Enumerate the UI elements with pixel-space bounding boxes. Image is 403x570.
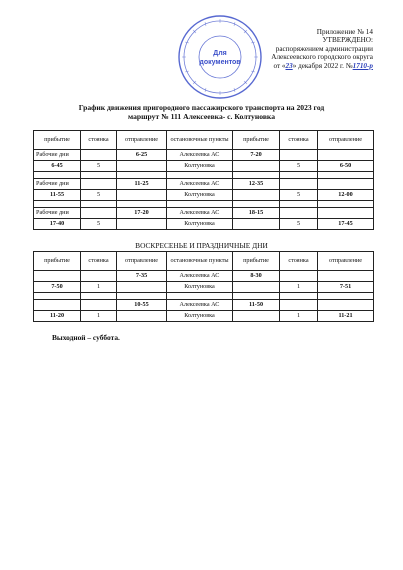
holiday-header-cell: стоянка [81, 252, 117, 271]
weekday-row [34, 179, 374, 190]
weekday-cell: 12-35 [233, 179, 280, 190]
weekday-header-row [34, 131, 374, 150]
weekday-cell: 5 [81, 190, 117, 201]
holiday-cell: 7-35 [117, 271, 167, 282]
holiday-cell [280, 300, 318, 311]
holiday-header-row [34, 252, 374, 271]
weekday-cell: 18-15 [233, 208, 280, 219]
holiday-cell [34, 300, 81, 311]
holiday-header-cell: остановочные пункты [167, 252, 233, 271]
holiday-cell: 1 [280, 282, 318, 293]
stamp-seal [177, 14, 263, 100]
holiday-cell [318, 300, 374, 311]
weekday-cell: 12-00 [318, 190, 374, 201]
holiday-cell [34, 271, 81, 282]
holiday-cell [233, 282, 280, 293]
weekday-cell [81, 150, 117, 161]
holiday-cell: 7-50 [34, 282, 81, 293]
holiday-cell: Колтуновка [167, 311, 233, 322]
weekday-cell [81, 201, 117, 208]
title-line1: График движения пригородного пассажирского транспорта на 2023 год [78, 103, 325, 112]
weekday-cell [318, 172, 374, 179]
weekday-cell: 6-50 [318, 161, 374, 172]
holiday-cell [117, 311, 167, 322]
weekday-header-cell: стоянка [280, 131, 318, 150]
weekday-schedule-table [33, 130, 374, 230]
weekday-cell [280, 208, 318, 219]
weekday-cell [280, 172, 318, 179]
weekday-cell [318, 208, 374, 219]
weekday-cell: 17-40 [34, 219, 81, 230]
holiday-cell: 8-30 [233, 271, 280, 282]
weekday-cell [117, 172, 167, 179]
weekday-cell [280, 150, 318, 161]
approval-date-day: 23 [285, 61, 293, 70]
weekday-cell [280, 179, 318, 190]
weekday-cell: 17-20 [117, 208, 167, 219]
holiday-cell [233, 311, 280, 322]
weekday-cell [81, 172, 117, 179]
holiday-cell: 1 [81, 282, 117, 293]
approval-order-number: 1710-р [352, 61, 373, 70]
weekday-cell: 6-45 [34, 161, 81, 172]
holiday-cell [280, 293, 318, 300]
weekday-cell [117, 201, 167, 208]
holiday-header-cell: прибытие [34, 252, 81, 271]
weekday-row [34, 150, 374, 161]
holiday-cell: 11-21 [318, 311, 374, 322]
weekday-cell: 5 [81, 161, 117, 172]
weekday-cell [233, 161, 280, 172]
weekday-cell: 5 [280, 190, 318, 201]
holiday-row [34, 311, 374, 322]
holiday-cell [117, 282, 167, 293]
weekday-cell [117, 190, 167, 201]
weekday-cell: 6-25 [117, 150, 167, 161]
stamp-center-line1: Для [213, 50, 227, 57]
weekday-row [34, 190, 374, 201]
weekday-cell [318, 150, 374, 161]
approval-line1: Приложение № 14 [316, 28, 373, 36]
weekday-cell: 5 [280, 161, 318, 172]
weekday-cell [167, 201, 233, 208]
weekday-row [34, 219, 374, 230]
holiday-cell: 10-55 [117, 300, 167, 311]
weekday-cell: Колтуновка [167, 161, 233, 172]
weekday-cell: Алексеевка АС [167, 150, 233, 161]
weekday-cell: Рабочие дни [34, 179, 81, 190]
holiday-row [34, 293, 374, 300]
weekday-cell [34, 201, 81, 208]
holiday-cell: 1 [280, 311, 318, 322]
approval-line4: Алексеевского городского округа [271, 53, 373, 62]
holiday-header-cell: отправление [318, 252, 374, 271]
approval-date-prefix: от « [273, 61, 286, 70]
weekday-cell [233, 219, 280, 230]
document-title [0, 103, 403, 121]
weekday-cell: 5 [280, 219, 318, 230]
weekday-cell: Алексеевка АС [167, 208, 233, 219]
holiday-row [34, 282, 374, 293]
weekday-cell [34, 172, 81, 179]
holiday-cell [81, 300, 117, 311]
weekday-cell [81, 208, 117, 219]
weekday-header-cell: отправление [318, 131, 374, 150]
holiday-cell: Алексеевка АС [167, 271, 233, 282]
holiday-header-cell: отправление [117, 252, 167, 271]
stamp-center-line2: документов [199, 59, 241, 66]
weekday-cell: Колтуновка [167, 219, 233, 230]
holiday-cell [117, 293, 167, 300]
approval-line3: распоряжением администрации [275, 44, 373, 53]
holiday-cell: Колтуновка [167, 282, 233, 293]
holiday-cell [34, 293, 81, 300]
holiday-cell: 11-20 [34, 311, 81, 322]
weekday-cell: 5 [81, 219, 117, 230]
note-day-off: Выходной – суббота. [52, 333, 120, 342]
holiday-row [34, 271, 374, 282]
weekday-cell: 17-45 [318, 219, 374, 230]
holiday-cell [81, 293, 117, 300]
weekday-cell: Рабочие дни [34, 208, 81, 219]
weekday-cell [117, 161, 167, 172]
weekday-header-cell: стоянка [81, 131, 117, 150]
weekday-header-cell: прибытие [233, 131, 280, 150]
weekday-cell [318, 201, 374, 208]
weekday-cell [233, 190, 280, 201]
holiday-cell: 11-50 [233, 300, 280, 311]
weekday-header-cell: прибытие [34, 131, 81, 150]
weekday-row [34, 172, 374, 179]
weekday-header-cell: отправление [117, 131, 167, 150]
holiday-cell [318, 271, 374, 282]
holiday-schedule-table [33, 251, 374, 322]
title-line2: маршрут № 111 Алексеевка- с. Колтуновка [128, 112, 275, 121]
holiday-cell [233, 293, 280, 300]
holiday-cell [81, 271, 117, 282]
holiday-header-cell: стоянка [280, 252, 318, 271]
holiday-cell: 1 [81, 311, 117, 322]
weekday-header-cell: остановочные пункты [167, 131, 233, 150]
approval-line5 [271, 62, 373, 70]
holiday-cell [167, 293, 233, 300]
weekday-cell [233, 201, 280, 208]
holiday-row [34, 300, 374, 311]
holiday-cell [280, 271, 318, 282]
weekday-row [34, 201, 374, 208]
weekday-cell: Алексеевка АС [167, 179, 233, 190]
holiday-section-title: ВОСКРЕСЕНЬЕ И ПРАЗДНИЧНЫЕ ДНИ [135, 241, 268, 250]
holiday-cell [318, 293, 374, 300]
holiday-cell: Алексеевка АС [167, 300, 233, 311]
approval-block [271, 28, 373, 70]
weekday-row [34, 208, 374, 219]
holiday-header-cell: прибытие [233, 252, 280, 271]
weekday-row [34, 161, 374, 172]
approval-date-mid: » декабря 2022 г. № [292, 61, 353, 70]
weekday-cell: Колтуновка [167, 190, 233, 201]
weekday-cell [280, 201, 318, 208]
weekday-cell: Рабочие дни [34, 150, 81, 161]
weekday-cell [233, 172, 280, 179]
weekday-cell [167, 172, 233, 179]
weekday-cell: 11-25 [117, 179, 167, 190]
weekday-cell: 7-20 [233, 150, 280, 161]
weekday-cell [318, 179, 374, 190]
weekday-cell: 11-55 [34, 190, 81, 201]
approval-line2: УТВЕРЖДЕНО: [322, 36, 373, 45]
holiday-cell: 7-51 [318, 282, 374, 293]
weekday-cell [117, 219, 167, 230]
weekday-cell [81, 179, 117, 190]
